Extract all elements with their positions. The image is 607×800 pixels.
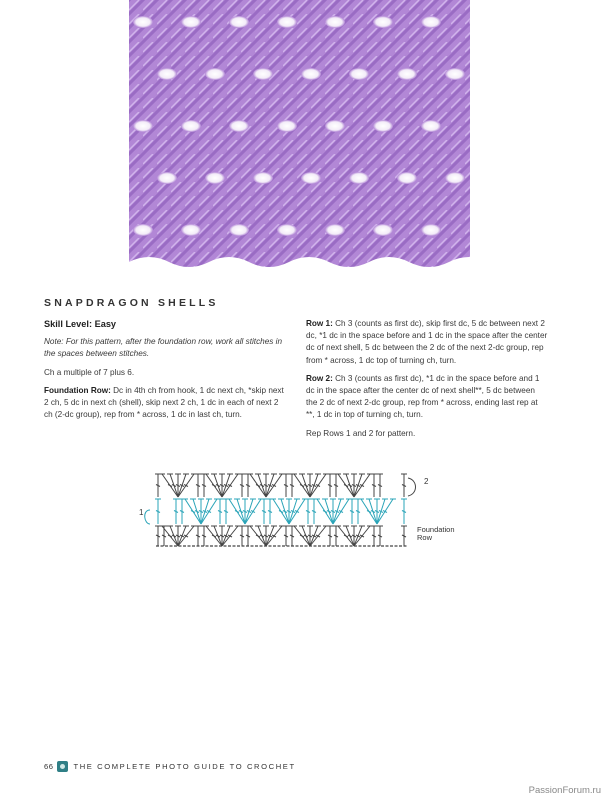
lace-hole: [157, 68, 177, 80]
lace-hole: [229, 120, 249, 132]
row1-text: Ch 3 (counts as first dc), skip first dc, 5 dc between next 2 dc, *1 dc in the space before and 1 dc in the space after the center dc of next shell, 5 dc between the 2 dc of the next 2-dc group, rep from * across, 1 dc top of turning ch, turn.: [306, 319, 548, 365]
lace-hole: [445, 68, 465, 80]
lace-hole: [373, 120, 393, 132]
repeat-instructions: Rep Rows 1 and 2 for pattern.: [306, 428, 416, 438]
right-column: [306, 318, 548, 446]
foundation-row: [44, 385, 287, 422]
foundation-label-text: Foundation Row: [417, 525, 455, 542]
lace-hole: [277, 224, 297, 236]
lace-hole: [133, 120, 153, 132]
row2-instructions: [306, 373, 548, 422]
row1-number: 1: [139, 508, 144, 517]
row2-number: 2: [424, 477, 429, 486]
lace-hole: [325, 120, 345, 132]
lace-hole: [253, 172, 273, 184]
pattern-note: Note: For this pattern, after the foundation row, work all stitches in the spaces between stitches.: [44, 337, 283, 359]
lace-hole: [301, 172, 321, 184]
foundation-label: Foundation Row:: [44, 385, 111, 395]
lace-hole: [181, 16, 201, 28]
lace-hole: [301, 68, 321, 80]
lace-hole: [229, 16, 249, 28]
diagram-foundation-row: [155, 526, 408, 546]
lace-hole: [373, 224, 393, 236]
lace-hole: [373, 16, 393, 28]
lace-hole: [421, 120, 441, 132]
lace-hole: [157, 172, 177, 184]
row1-instructions: [306, 318, 548, 367]
turning-chain-2: [408, 478, 416, 496]
book-logo-icon: [57, 761, 68, 772]
lace-hole: [205, 172, 225, 184]
lace-hole: [133, 16, 153, 28]
turning-chain-1: [145, 510, 150, 524]
stitch-diagram: [136, 468, 466, 552]
skill-label: Skill Level:: [44, 319, 93, 329]
swatch-image: [129, 0, 470, 273]
pattern-title: SNAPDRAGON SHELLS: [44, 297, 219, 309]
skill-level: [44, 318, 287, 330]
lace-hole: [277, 120, 297, 132]
lace-hole: [133, 224, 153, 236]
diagram-row-1: [145, 499, 407, 524]
left-column: [44, 318, 287, 427]
lace-hole: [205, 68, 225, 80]
page-number: 66: [44, 762, 54, 771]
row1-label: Row 1:: [306, 319, 333, 328]
lace-hole: [253, 68, 273, 80]
chain-multiple: Ch a multiple of 7 plus 6.: [44, 367, 135, 377]
lace-hole: [325, 224, 345, 236]
diagram-row-2: [155, 474, 416, 497]
foundation-text: Dc in 4th ch from hook, 1 dc next ch, *skip next 2 ch, 5 dc in next ch (shell), skip next 2 ch, 1 dc in each of next 2 ch (2-dc group), rep from * across, 1 dc in last ch, turn.: [44, 385, 284, 420]
row2-label: Row 2:: [306, 373, 333, 383]
page-footer: [44, 761, 296, 772]
lace-hole: [349, 68, 369, 80]
swatch-photo: [129, 0, 470, 273]
lace-hole: [325, 16, 345, 28]
watermark: PassionForum.ru: [528, 785, 601, 796]
lace-hole: [181, 224, 201, 236]
lace-hole: [421, 16, 441, 28]
row2-text: Ch 3 (counts as first dc), *1 dc in the space before and 1 dc in the space after the center dc of next shell**, 5 dc between the 2 dc of next 2-dc group, rep from * across, ending last rep at **, 1 dc in top of turning ch, turn.: [306, 373, 540, 420]
lace-hole: [445, 172, 465, 184]
book-title: THE COMPLETE PHOTO GUIDE TO CROCHET: [73, 762, 296, 771]
lace-hole: [421, 224, 441, 236]
lace-hole: [397, 172, 417, 184]
lace-hole: [181, 120, 201, 132]
lace-hole: [349, 172, 369, 184]
lace-hole: [397, 68, 417, 80]
lace-hole: [229, 224, 249, 236]
skill-value: Easy: [94, 319, 117, 329]
lace-hole: [277, 16, 297, 28]
